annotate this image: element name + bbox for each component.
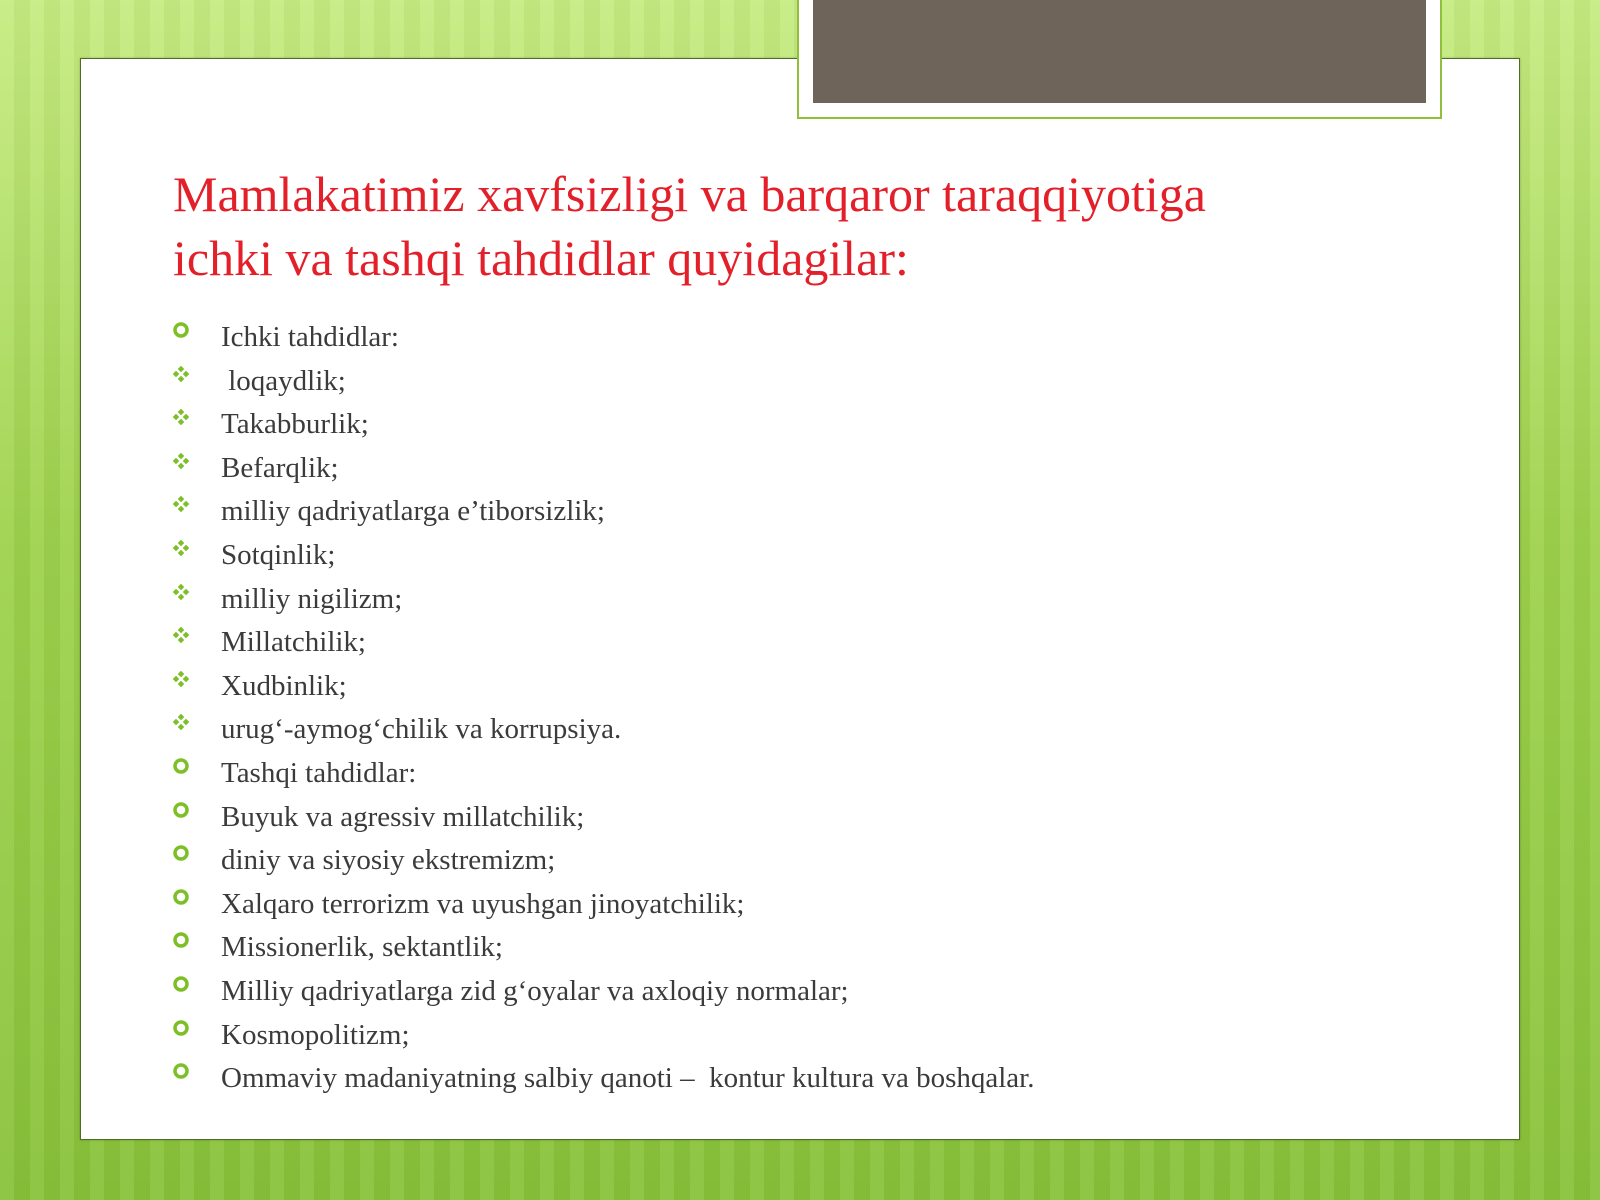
bullet-text: diniy va siyosiy ekstremizm; (221, 844, 556, 877)
bullet-text: loqaydlik; (221, 364, 346, 397)
diamond-bullet-icon (173, 540, 193, 560)
bullet-text: Xalqaro terrorizm va uyushgan jinoyatchilik; (221, 887, 745, 920)
ring-bullet-icon (173, 932, 193, 952)
ring-bullet-icon (173, 889, 193, 909)
ring-bullet-icon (173, 1063, 193, 1083)
bullet-text: Millatchilik; (221, 626, 366, 659)
diamond-bullet-icon (173, 453, 193, 473)
header-image-frame (797, 0, 1442, 119)
slide-title-line-2: ichki va tashqi tahdidlar quyidagilar: (173, 230, 909, 286)
diamond-bullet-icon (173, 366, 193, 386)
bullet-text: milliy nigilizm; (221, 582, 403, 615)
bullet-text: Buyuk va agressiv millatchilik; (221, 800, 585, 833)
ring-bullet-icon (173, 845, 193, 865)
bullet-text: urug‘-aymog‘chilik va korrupsiya. (221, 713, 622, 746)
diamond-bullet-icon (173, 714, 193, 734)
diamond-bullet-icon (173, 671, 193, 691)
diamond-bullet-icon (173, 496, 193, 516)
diamond-bullet-icon (173, 409, 193, 429)
bullet-text: Tashqi tahdidlar: (221, 756, 417, 789)
bullet-text: Kosmopolitizm; (221, 1018, 410, 1051)
bullet-text: Takabburlik; (221, 408, 369, 441)
slide-title-line-1: Mamlakatimiz xavfsizligi va barqaror taraqqiyotiga (173, 166, 1206, 222)
bullet-text: Befarqlik; (221, 451, 339, 484)
diamond-bullet-icon (173, 627, 193, 647)
bullet-text: Ichki tahdidlar: (221, 321, 399, 353)
bullet-text: Milliy qadriyatlarga zid g‘oyalar va axloqiy normalar; (221, 974, 849, 1007)
bullet-text: Xudbinlik; (221, 669, 347, 702)
slide-title (173, 162, 1373, 290)
bullet-text: milliy qadriyatlarga e’tiborsizlik; (221, 495, 605, 528)
bullet-text: Missionerlik, sektantlik; (221, 931, 503, 964)
ring-bullet-icon (173, 322, 193, 342)
header-image-placeholder (813, 0, 1426, 103)
bullet-text: Ommaviy madaniyatning salbiy qanoti – kontur kultura va boshqalar. (221, 1062, 1035, 1095)
diamond-bullet-icon (173, 584, 193, 604)
ring-bullet-icon (173, 976, 193, 996)
ring-bullet-icon (173, 802, 193, 822)
ring-bullet-icon (173, 1020, 193, 1040)
ring-bullet-icon (173, 758, 193, 778)
bullet-text: Sotqinlik; (221, 538, 336, 571)
